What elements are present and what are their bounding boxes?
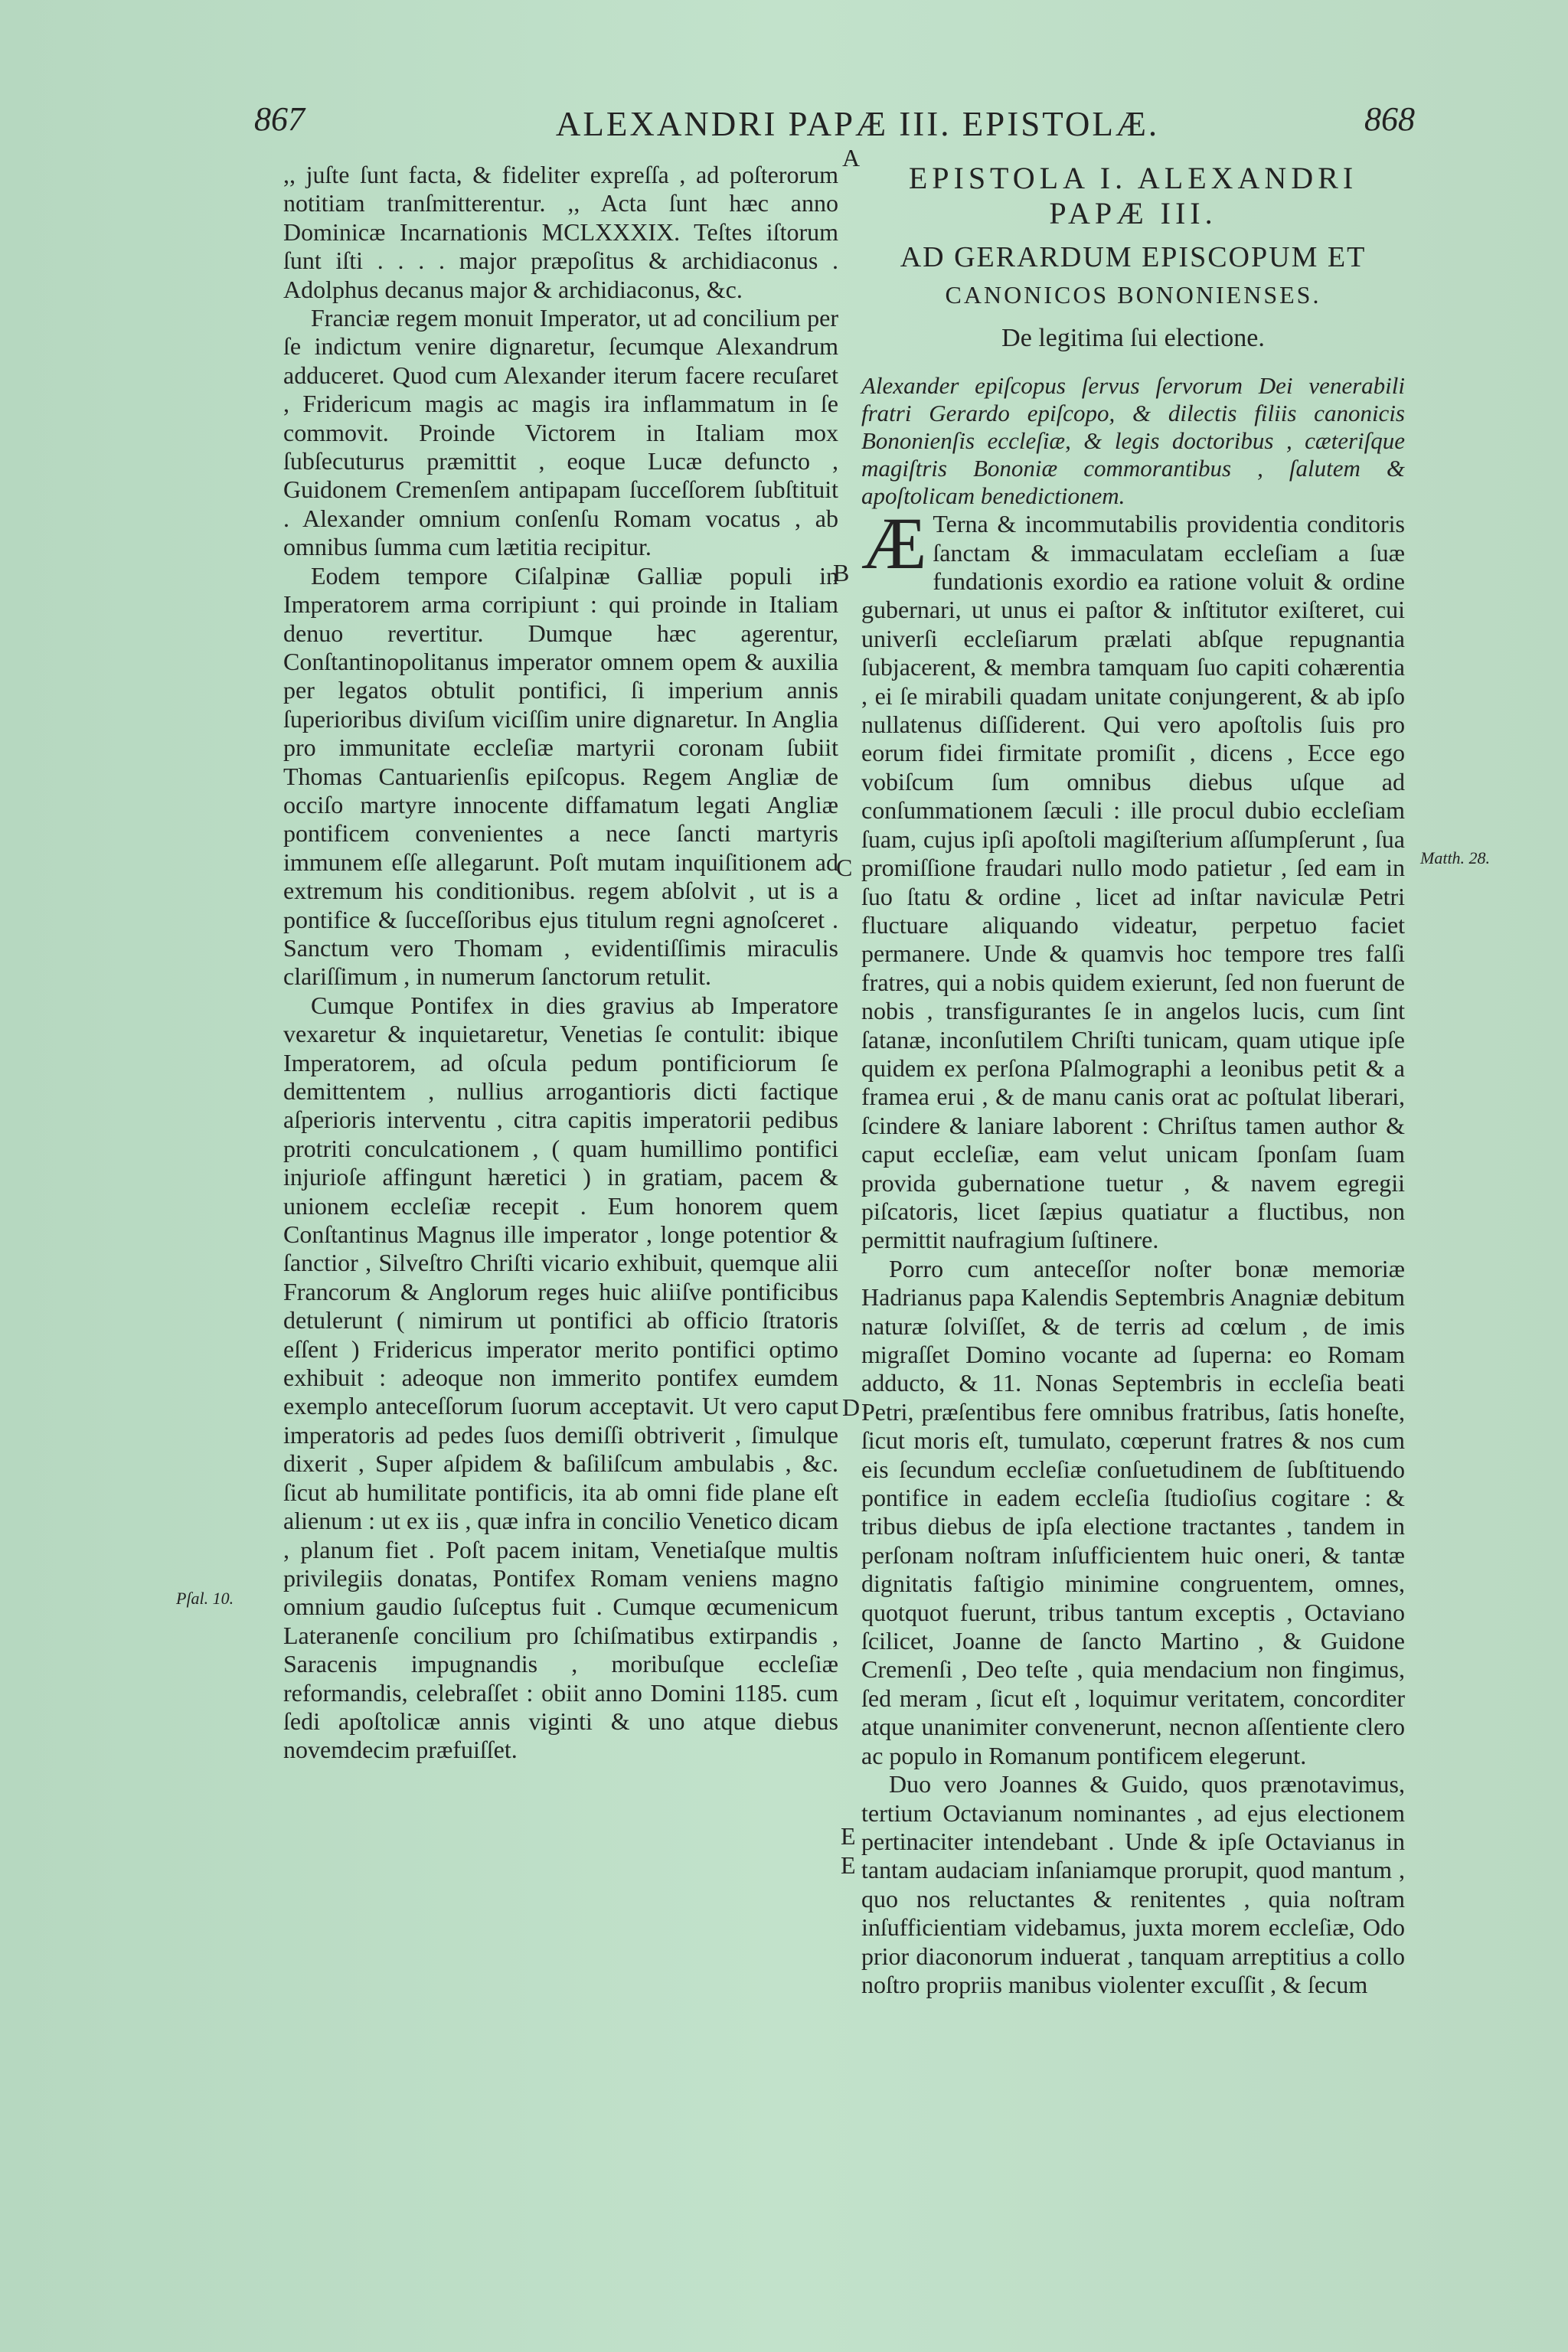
paragraph: ,, juſte ſunt facta, & fideliter expreſſa , ad poſterorum notitiam tranſmitterentur. ,, Acta ſunt hæc anno Dominicæ Incarnationis MCLXXXIX. Teſtes iſtorum ſunt iſti . . . . major præpoſitus & archidiaconus . Adolphus decanus major & archidiaconus, &c.: [283, 161, 838, 303]
epistle-heading: De legitima ſui electione.: [1001, 323, 1265, 352]
margin-letter-a: A: [842, 144, 861, 172]
marginal-note-psalm: Pſal. 10.: [176, 1589, 234, 1608]
margin-letter-d: D: [842, 1393, 861, 1421]
paragraph: [861, 502, 1405, 1255]
paragraph: Porro cum anteceſſor noſter bonæ memoriæ Hadrianus papa Kalendis Septembris Anagniæ debitum naturæ ſolviſſet, & de terris ad cœlum , de imis migraſſet Domino vocante ad ſuperna: eo Romam adducto, & 11. Nonas Septembris in eccleſia beati Petri, præſentibus fere omnibus fratribus, ſatis honeſte, ſicut moris eſt, tumulato, cœperunt fratres & nos cum eis ſecundum eccleſiæ conſuetudinem de ſubſtituendo pontifice in eadem eccleſia ſtudioſius cogitare : & tribus diebus de ipſa electione tractantes , tandem in perſonam noſtram inſufficientem huic oneri, & tantæ dignitatis faſtigio minimine congruentem, omnes, quotquot fuerunt, tribus tantum exceptis , Octaviano ſcilicet, Joanne de ſancto Martino , & Guidone Cremenſi , Deo teſte , quia mendacium non fingimus, ſed meram , ſicut eſt , loquimur veritatem, concorditer atque unanimiter convenerunt, necnon aſſentiente clero ac populo in Romanum pontificem elegerunt.: [861, 1254, 1405, 1769]
epistle-address: AD GERARDUM EPISCOPUM ET: [900, 241, 1367, 273]
salutation: Alexander epiſcopus ſervus ſervorum Dei venerabili fratri Gerardo epiſcopo, & dilectis filiis canonicis Bononienſis eccleſiæ, & legis doctoribus , cæteriſque magiſtris Bononiæ commorantibus , ſalutem & apoſtolicam benedictionem.: [861, 372, 1405, 510]
page-number-right: 868: [1364, 100, 1415, 138]
right-column: [861, 161, 1405, 1999]
marginal-note-matthew: Matth. 28.: [1420, 848, 1491, 867]
margin-letter-e-2: E: [841, 1822, 856, 1850]
drop-cap: Æ: [861, 502, 927, 585]
margin-letter-b: B: [833, 559, 850, 586]
paragraph: Cumque Pontifex in dies gravius ab Imperatore vexaretur & inquietaretur, Venetias ſe contulit: ibique Imperatorem, ad oſcula pedum pontificiorum ſe demittentem , nullius arrogantioris dicti factique aſperioris interventu , citra capitis imperatorii pedibus protriti conculcationem , ( quam humillimo pontifici injurioſe affingunt hæretici ) in gratiam, pacem & unionem eccleſiæ recepit . Eum honorem quem Conſtantinus Magnus ille imperator , longe potentior & ſanctior , Silveſtro Chriſti vicario exhibuit, quemque alii Francorum & Anglorum reges huic aliiſve pontificibus detulerunt ( nimirum ut pontifici ab officio ſtratoris eſſent ) Fridericus imperator merito pontifici optimo exhibuit : adeoque non immerito pontifex eumdem exemplo anteceſſorum ſuorum acceptavit. Ut vero caput imperatoris ad pedes ſuos demiſſi obtriverit , ſimulque dixerit , Super aſpidem & baſiliſcum ambulabis , &c. ſicut ab humilitate pontificis, ita ab omni fide plane eſt alienum : ut ex iis , quæ infra in concilio Venetico dicam , planum fiet . Poſt pacem initam, Venetiaſque multis privilegiis donatas, Pontifex Romam veniens magno omnium gaudio ſuſceptus fuit . Cumque œcumenicum Lateranenſe concilium pro ſchiſmatibus extirpandis , Saracenis impugnandis , moribuſque eccleſiæ reformandis, celebraſſet : obiit anno Domini 1185. cum ſedi apoſtolicæ annis viginti & uno atque diebus novemdecim præfuiſſet.: [283, 991, 838, 1764]
paragraph: Duo vero Joannes & Guido, quos prænotavimus, tertium Octavianum nominantes , ad ejus electionem pertinaciter intendebant . Unde & ipſe Octavianus in tantam audaciam inſaniamque prorupit, quod mantum , quo nos reluctantes & renitentes , quia noſtram inſufficientiam videbamus, juxta morem eccleſiæ, Odo prior diaconorum induerat , tanquam arreptitius a collo noſtro propriis manibus violenter excuſſit , & ſecum: [861, 1770, 1405, 1998]
epistle-title: EPISTOLA I. ALEXANDRI PAPÆ III.: [908, 161, 1358, 230]
epistle-address-2: CANONICOS BONONIENSES.: [945, 281, 1321, 309]
left-column: [283, 161, 838, 1765]
paragraph: Eodem tempore Ciſalpinæ Galliæ populi in Imperatorem arma corripiunt : qui proinde in Italiam denuo revertitur. Dumque hæc agerentur, Conſtantinopolitanus imperator omnem opem & auxilia per legatos obtulit pontifici, ſi imperium annis ſuperioribus diviſum viciſſim unire dignaretur. In Anglia pro immunitate eccleſiæ martyrii coronam ſubiit Thomas Cantuarienſis epiſcopus. Regem Angliæ de occiſo martyre innocente diffamatum legati Angliæ pontificem convenientes a nece ſancti martyris immunem eſſe allegarunt. Poſt mutam inquiſitionem ad extremum his conditionibus. regem abſolvit , ut is a pontifice & ſucceſſoribus ejus titulum regni agnoſceret . Sanctum vero Thomam , evidentiſſimis miraculis clariſſimum , in numerum ſanctorum retulit.: [283, 561, 838, 991]
running-head: ALEXANDRI PAPÆ III. EPISTOLÆ.: [555, 105, 1160, 143]
margin-letter-c: C: [836, 854, 853, 881]
paragraph-text: Terna & incommutabilis providentia conditoris ſanctam & immaculatam eccleſiam a ſuæ fundationis exordio ea ratione voluit & ordine gubernari, ut unus ei paſtor & inſtitutor exiſteret, cui univerſi eccleſiarum prælati abſque repugnantia ſubjacerent, & membra tamquam ſuo capiti cohærentia , ei ſe mirabili quadam unitate conjungerent, & ab ipſo nullatenus diſſiderent. Qui vero apoſtolis ſuis pro eorum fidei firmitate promiſit , dicens , Ecce ego vobiſcum ſum omnibus diebus uſque ad conſummationem ſæculi : ille procul dubio eccleſiam ſuam, cujus ipſi apoſtoli magiſterium aſſumpſerunt , ſua promiſſione fraudari nullo modo patietur , ſed eam in ſuo ſtatu & ordine , licet ad inſtar naviculæ Petri fluctuare aliquando videatur, perpetuo faciet permanere. Unde & quamvis hoc tempore tres falſi fratres, qui a nobis quidem exierunt, ſed non fuerunt de nobis , transfigurantes ſe in angelos lucis, cum ſint ſatanæ, inconſutilem Chriſti tunicam, quam utique ipſe quidem ex perſona Pſalmographi a leonibus petit & a framea erui , & de manu canis orat ac poſtulat liberari, ſcindere & laniare laborent : Chriſtus tamen author & caput eccleſiæ, eam velut unicam ſponſam ſuam provida gubernatione tuetur , & navem egregii piſcatoris, licet ſæpius quatiatur a fluctibus, non permittit naufragium ſuſtinere.: [861, 510, 1405, 1254]
paragraph: Franciæ regem monuit Imperator, ut ad concilium per ſe indictum venire dignaretur, ſecumque Alexandrum adduceret. Quod cum Alexander iterum facere recuſaret , Fridericum magis ac magis ira inflammatum in ſe commovit. Proinde Victorem in Italiam mox ſubſecuturus præmittit , eoque Lucæ defuncto , Guidonem Cremenſem antipapam ſucceſſorem ſubſtituit . Alexander omnium conſenſu Romam vocatus , ab omnibus ſumma cum lætitia recipitur.: [283, 304, 838, 561]
page-number-left: 867: [254, 100, 305, 138]
margin-letter-e: E: [841, 1851, 856, 1879]
